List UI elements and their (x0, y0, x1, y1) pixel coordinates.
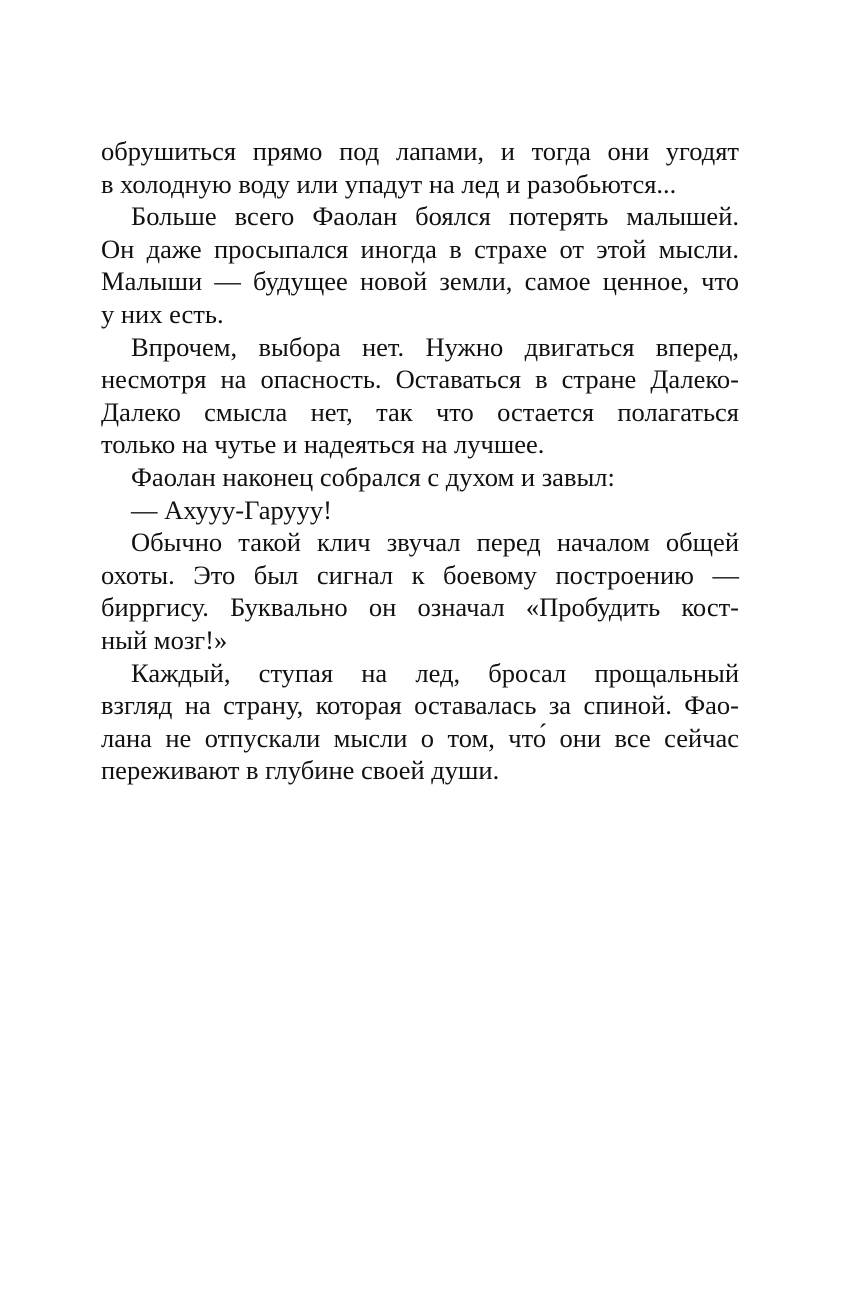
text-line: взгляд на страну, которая оставалась за спиной. Фао- (101, 690, 739, 721)
text-line: бирргису. Буквально он означал «Пробудить кост- (101, 592, 739, 623)
body-text (101, 135, 739, 787)
text-line: Малыши — будущее новой земли, самое ценное, что (101, 266, 739, 297)
text-line: охоты. Это был сигнал к боевому построению — (101, 559, 739, 590)
text-line: несмотря на опасность. Оставаться в стране Далеко- (101, 364, 739, 395)
text-line: у них есть. (101, 298, 224, 329)
dialogue-line: — Ахууу-Гарууу! (131, 494, 332, 525)
text-line: Впрочем, выбора нет. Нужно двигаться вперед, (131, 331, 739, 362)
text-line: лана не отпускали мысли о том, что́ они все сейчас (101, 722, 739, 753)
text-line: обрушиться прямо под лапами, и тогда они угодят (101, 136, 739, 166)
text-line: Далеко смысла нет, так что остается полагаться (101, 396, 739, 427)
text-line: Обычно такой клич звучал перед началом общей (131, 527, 739, 558)
text-line: Он даже просыпался иногда в страхе от этой мысли. (101, 233, 739, 264)
text-line: Фаолан наконец собрался с духом и завыл: (131, 461, 615, 492)
text-line: в холодную воду или упадут на лед и разобьются... (101, 168, 677, 199)
text-line: Больше всего Фаолан боялся потерять малышей. (131, 201, 739, 232)
text-line: переживают в глубине своей души. (101, 755, 500, 786)
text-line: Каждый, ступая на лед, бросал прощальный (131, 657, 739, 688)
text-line: ный мозг!» (101, 624, 228, 655)
text-line: только на чутье и надеяться на лучшее. (101, 429, 545, 460)
